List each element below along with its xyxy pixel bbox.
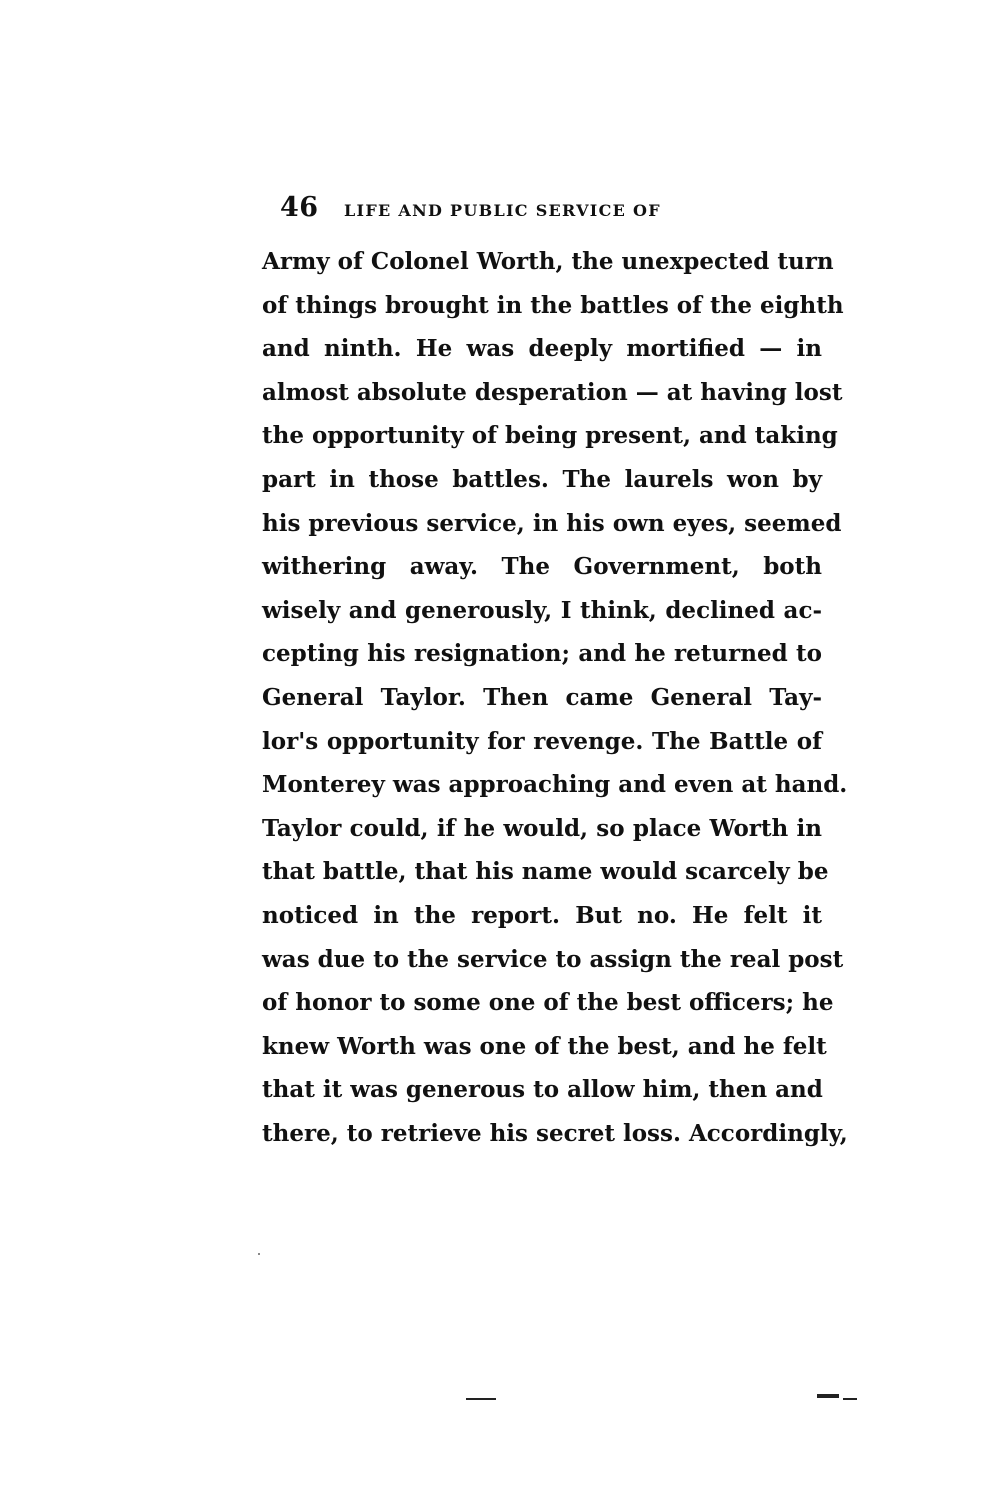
text-line: Monterey was approaching and even at hand. xyxy=(262,771,848,799)
text-line: part in those battles. The laurels won by xyxy=(262,465,822,493)
text-line: and ninth. He was deeply mortified — in xyxy=(262,335,822,363)
scan-mark xyxy=(843,1398,857,1400)
text-line: knew Worth was one of the best, and he felt xyxy=(262,1032,827,1060)
running-header xyxy=(280,192,820,232)
text-line: of honor to some one of the best officers; he xyxy=(262,989,834,1017)
body-text xyxy=(262,240,848,1155)
text-line: his previous service, in his own eyes, seemed xyxy=(262,509,842,537)
text-line: Taylor could, if he would, so place Worth in xyxy=(262,814,822,842)
scan-mark xyxy=(466,1398,496,1400)
text-line: almost absolute desperation — at having lost xyxy=(262,378,843,406)
page-number: 46 xyxy=(280,192,319,223)
scan-speck xyxy=(258,1253,260,1255)
text-line: cepting his resignation; and he returned to xyxy=(262,640,822,668)
scan-mark xyxy=(817,1394,839,1398)
text-line: was due to the service to assign the real post xyxy=(262,945,844,973)
text-line: that it was generous to allow him, then and xyxy=(262,1076,823,1104)
text-line-last: there, to retrieve his secret loss. Accordingly, xyxy=(262,1119,848,1147)
text-line: withering away. The Government, both xyxy=(262,553,822,581)
text-line: noticed in the report. But no. He felt it xyxy=(262,901,822,929)
text-line: lor's opportunity for revenge. The Battle of xyxy=(262,727,822,755)
text-line: Army of Colonel Worth, the unexpected turn xyxy=(262,248,834,275)
text-line: wisely and generously, I think, declined ac- xyxy=(262,596,822,624)
running-title: LIFE AND PUBLIC SERVICE OF xyxy=(344,201,661,220)
text-line: the opportunity of being present, and taking xyxy=(262,422,838,450)
text-line: that battle, that his name would scarcely be xyxy=(262,858,829,886)
text-line: of things brought in the battles of the eighth xyxy=(262,291,844,319)
text-line: General Taylor. Then came General Tay- xyxy=(262,683,822,711)
